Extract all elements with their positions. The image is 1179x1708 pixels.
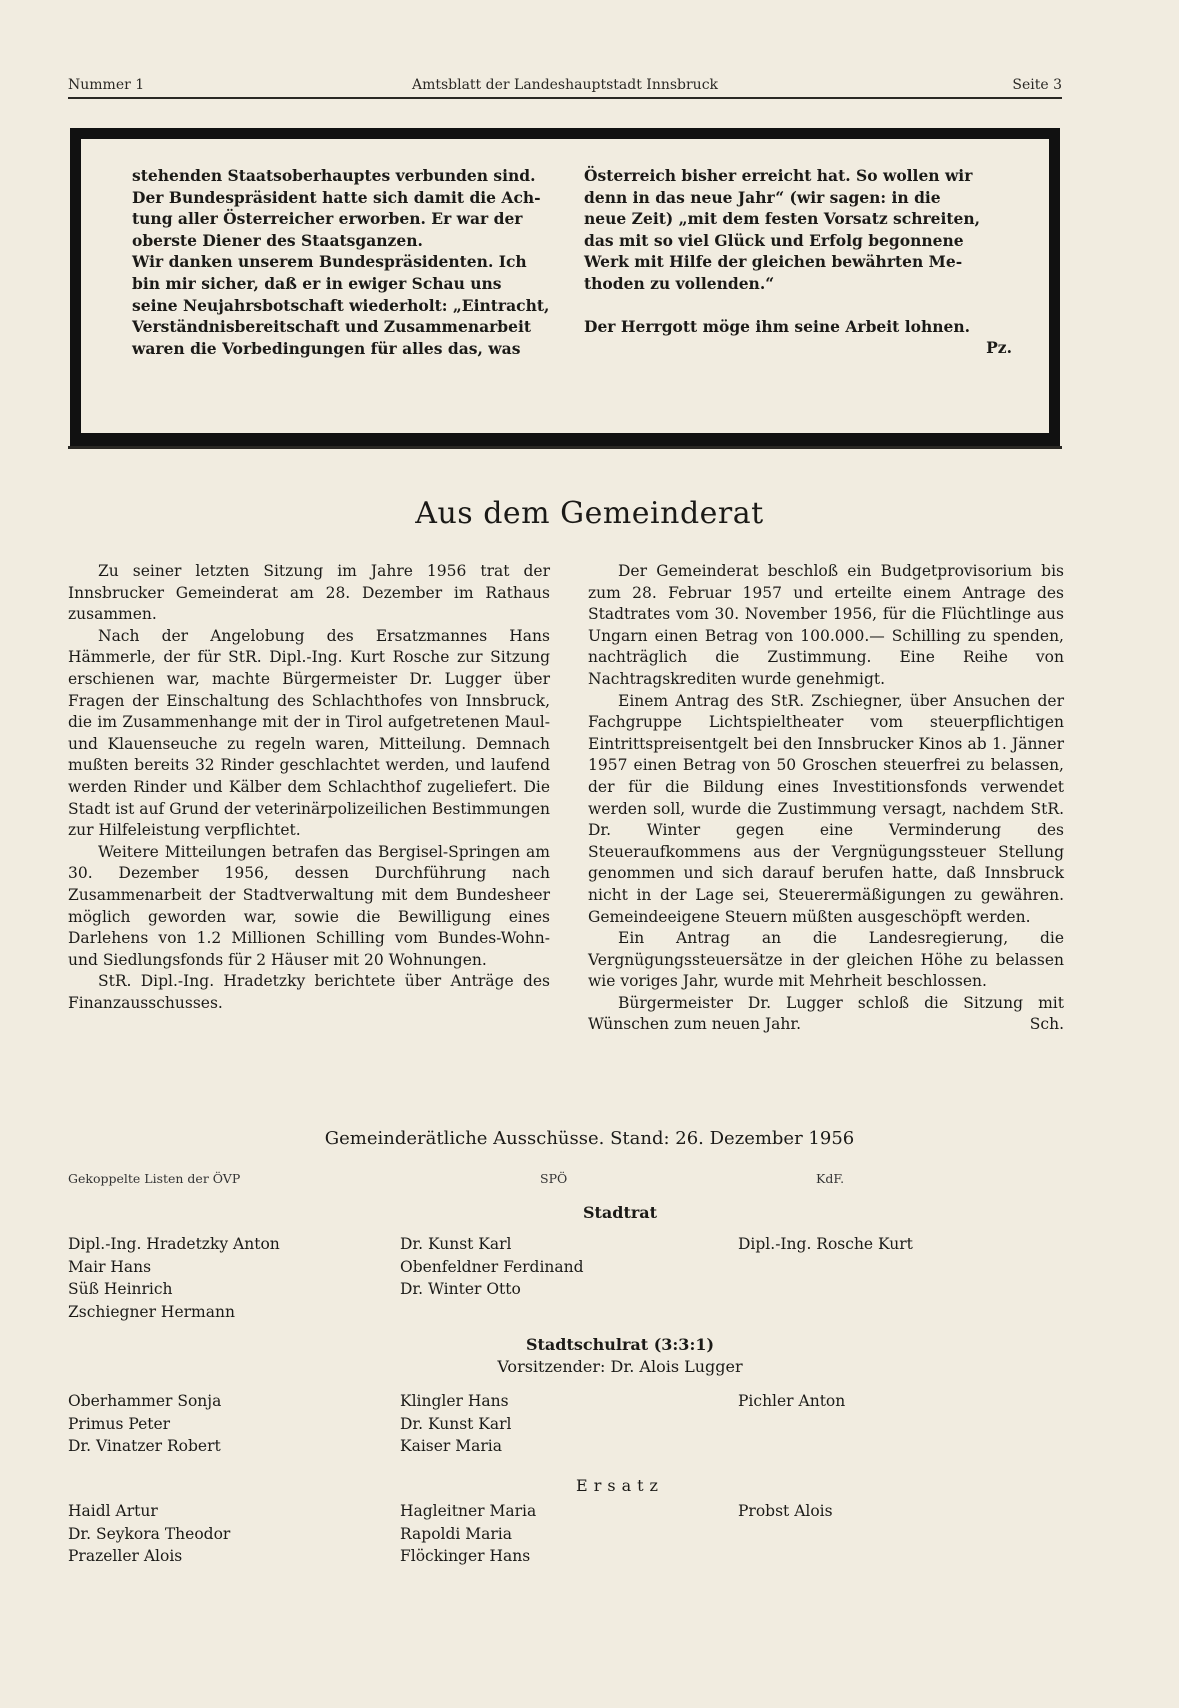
party-spo: SPÖ <box>540 1171 568 1186</box>
member-name: Pichler Anton <box>738 1392 846 1410</box>
publication-title: Amtsblatt der Landeshauptstadt Innsbruck <box>411 77 719 93</box>
tribute-line: Verständnisbereitschaft und Zusammenarbeit <box>132 317 532 337</box>
member-name: Prazeller Alois <box>68 1547 183 1565</box>
tribute-line: Der Bundespräsident hatte sich damit die Ach- <box>132 187 541 207</box>
member-name: Dr. Winter Otto <box>400 1280 521 1298</box>
member-name: Mair Hans <box>68 1257 152 1276</box>
tribute-left-column <box>132 165 584 359</box>
member-name: Zschiegner Hermann <box>68 1302 235 1321</box>
member-name: Dr. Vinatzer Robert <box>68 1437 221 1455</box>
section-title: Aus dem Gemeinderat <box>415 496 764 531</box>
page-number: Seite 3 <box>1012 77 1062 93</box>
header-rule <box>68 97 1062 99</box>
article-paragraph: StR. Dipl.-Ing. Hradetzky berichtete über Anträge des Finanzausschusses. <box>68 972 550 1012</box>
article-closing-text: Bürgermeister Dr. Lugger schloß die Sitzung mit Wünschen zum neuen Jahr. <box>588 993 1064 1034</box>
tribute-line: tung aller Österreicher erworben. Er war der <box>132 209 523 229</box>
tribute-line: Werk mit Hilfe der gleichen bewährten Me- <box>584 252 963 272</box>
tribute-line: Wir danken unserem Bundespräsidenten. Ich <box>132 252 527 272</box>
member-name: Dr. Kunst Karl <box>400 1414 512 1433</box>
article-last-line <box>588 993 1064 1036</box>
tribute-line: seine Neujahrsbotschaft wiederholt: „Eintracht, <box>132 295 550 315</box>
article-paragraph: Weitere Mitteilungen betrafen das Bergisel-Springen am 30. Dezember 1956, dessen Durchführung nach Zusammenarbeit der Stadtverwaltung mit dem Bundesheer möglich geworden war, sowie die Bewilligung eines Darlehens von 1.2 Millionen Schilling vom Bundes-Wohn- und Siedlungsfonds für 2 Häuser mit 20 Wohnungen. <box>68 842 550 969</box>
tribute-line: thoden zu vollenden.“ <box>584 273 775 293</box>
member-name: Dr. Kunst Karl <box>400 1235 512 1253</box>
tribute-closing: Der Herrgott möge ihm seine Arbeit lohnen. <box>584 316 971 336</box>
article-paragraph: Der Gemeinderat beschloß ein Budgetprovisorium bis zum 28. Februar 1957 und erteilte einem Antrage des Stadtrates vom 30. November 1956, für die Flüchtlinge aus Ungarn einen Betrag von 100.000.— Schilling zu spenden, nachträglich die Zustimmung. Eine Reihe von Nachtragskrediten wurde genehmigt. <box>588 562 1064 688</box>
article-left-column <box>68 561 550 1014</box>
committees-title: Gemeinderätliche Ausschüsse. Stand: 26. Dezember 1956 <box>324 1128 855 1149</box>
member-name: Rapoldi Maria <box>400 1524 513 1543</box>
schulrat-ovp-list <box>68 1390 221 1458</box>
tribute-line: waren die Vorbedingungen für alles das, was <box>132 338 521 358</box>
box-base-rule <box>68 446 1062 449</box>
tribute-line: neue Zeit) „mit dem festen Vorsatz schreiten, <box>584 209 981 229</box>
tribute-line: oberste Diener des Staatsganzen. <box>132 230 423 250</box>
tribute-right-column <box>584 165 1012 359</box>
stadtrat-ovp-list <box>68 1233 280 1323</box>
article-paragraph: Zu seiner letzten Sitzung im Jahre 1956 trat der Innsbrucker Gemeinderat am 28. Dezember im Rathaus zusammen. <box>68 562 550 624</box>
member-name: Obenfeldner Ferdinand <box>400 1257 584 1276</box>
member-name: Klingler Hans <box>400 1392 509 1410</box>
ersatz-spo-list <box>400 1500 536 1568</box>
member-name: Dipl.-Ing. Hradetzky Anton <box>68 1235 280 1253</box>
tribute-line: bin mir sicher, daß er in ewiger Schau uns <box>132 273 502 293</box>
member-name: Hagleitner Maria <box>400 1502 537 1520</box>
article-paragraph: Nach der Angelobung des Ersatzmannes Hans Hämmerle, der für StR. Dipl.-Ing. Kurt Rosche zur Sitzung erschienen war, machte Bürgermeister Dr. Lugger über Fragen der Einschaltung des Schlachthofes von Innsbruck, die im Zusammenhange mit der in Tirol aufgetretenen Maul- und Klauenseuche zu regeln waren, Mitteilung. Demnach mußten bereits 32 Rinder geschlachtet werden, und laufend werden Rinder und Kälber dem Schlachthof zugeliefert. Die Stadt ist auf Grund der veterinärpolizeilichen Bestimmungen zur Hilfeleistung verpflichtet. <box>68 626 550 840</box>
member-name: Kaiser Maria <box>400 1437 502 1455</box>
page-header <box>68 73 1062 97</box>
member-name: Dr. Seykora Theodor <box>68 1524 231 1543</box>
tribute-line: das mit so viel Glück und Erfolg begonnene <box>584 230 964 250</box>
stadtrat-heading: Stadtrat <box>582 1203 658 1222</box>
tribute-line: denn in das neue Jahr“ (wir sagen: in die <box>584 187 941 207</box>
member-name: Primus Peter <box>68 1414 171 1433</box>
member-name: Haidl Artur <box>68 1502 158 1520</box>
article-right-column <box>588 561 1064 1036</box>
member-name: Süß Heinrich <box>68 1280 173 1298</box>
article-paragraph: Ein Antrag an die Landesregierung, die Vergnügungssteuersätze in der gleichen Höhe zu belassen wie voriges Jahr, wurde mit Mehrheit beschlossen. <box>588 929 1064 991</box>
article-author: Sch. <box>1029 1015 1064 1034</box>
tribute-signature: Pz. <box>986 338 1012 358</box>
schulrat-chair: Vorsitzender: Dr. Alois Lugger <box>497 1357 743 1376</box>
stadtrat-kdf-list <box>738 1233 913 1256</box>
tribute-line: stehenden Staatsoberhauptes verbunden sind. <box>132 166 536 185</box>
member-name: Flöckinger Hans <box>400 1547 531 1565</box>
ersatz-heading: Ersatz <box>576 1476 664 1495</box>
stadtrat-spo-list <box>400 1233 584 1301</box>
issue-number: Nummer 1 <box>68 77 145 93</box>
article-paragraph: Einem Antrag des StR. Zschiegner, über Ansuchen der Fachgruppe Lichtspieltheater vom steuerpflichtigen Eintrittspreisentgelt bei den Innsbrucker Kinos ab 1. Jänner 1957 einen Betrag von 50 Groschen steuerfrei zu belassen, der für die Bildung eines Investitionsfonds verwendet werden soll, wurde die Zustimmung versagt, nachdem StR. Dr. Winter gegen eine Verminderung des Steueraufkommens aus der Vergnügungssteuer Stellung genommen und sich darauf berufen hatte, daß Innsbruck nicht in der Lage sei, Steuerermäßigungen zu gewähren. Gemeindeeigene Steuern müßten ausgeschöpft werden. <box>588 691 1064 926</box>
member-name: Probst Alois <box>738 1502 833 1520</box>
tribute-line: Österreich bisher erreicht hat. So wollen wir <box>584 166 973 185</box>
schulrat-heading: Stadtschulrat (3:3:1) <box>525 1335 715 1354</box>
party-kdf: KdF. <box>816 1171 845 1186</box>
ersatz-ovp-list <box>68 1500 230 1568</box>
party-ovp: Gekoppelte Listen der ÖVP <box>68 1171 241 1186</box>
member-name: Dipl.-Ing. Rosche Kurt <box>738 1235 913 1253</box>
tribute-box <box>70 128 1060 446</box>
schulrat-kdf-list <box>738 1390 845 1413</box>
member-name: Oberhammer Sonja <box>68 1392 222 1410</box>
schulrat-spo-list <box>400 1390 512 1458</box>
ersatz-kdf-list <box>738 1500 833 1523</box>
